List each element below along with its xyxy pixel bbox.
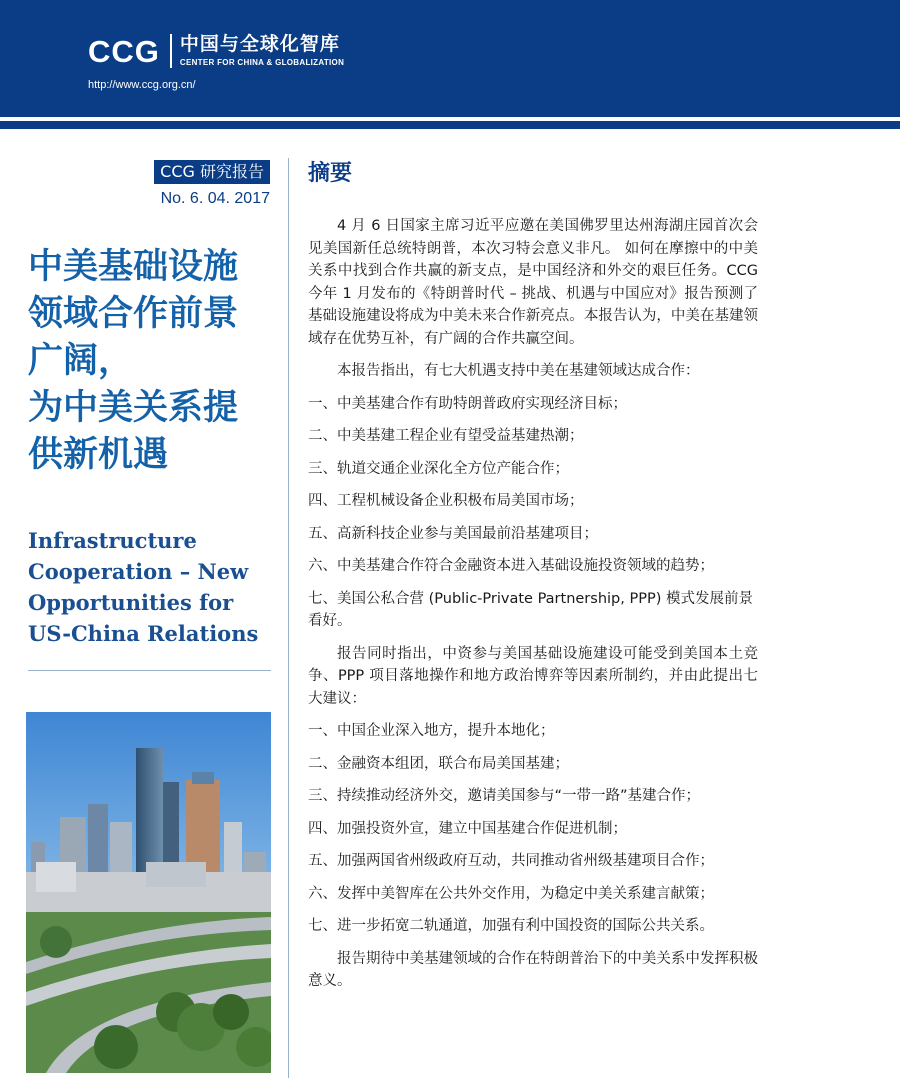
opportunity-item: 四、工程机械设备企业积极布局美国市场； <box>308 493 584 509</box>
suggestion-item: 四、加强投资外宣，建立中国基建合作促进机制； <box>308 820 627 837</box>
chinese-title-line: 中美基础设施 <box>28 247 239 287</box>
chinese-title-line: 领域合作前景 <box>28 294 239 334</box>
opportunity-item: 二、中美基建工程企业有望受益基建热潮； <box>308 428 584 444</box>
column-divider <box>288 158 289 1078</box>
opportunity-item: 一、中美基建合作有助特朗普政府实现经济目标； <box>308 395 627 412</box>
opportunity-item: 七、美国公私合营 (Public-Private Partnership, PPP) 模式发展前景看好。 <box>308 590 753 629</box>
english-title-line: US-China Relations <box>28 621 259 646</box>
opportunities-intro: 本报告指出，有七大机遇支持中美在基建领域达成合作： <box>337 363 700 379</box>
suggestion-item: 七、进一步拓宽二轨通道，加强有利中国投资的国际公共关系。 <box>308 918 714 934</box>
suggestion-item: 五、加强两国省州级政府互动，共同推动省州级基建项目合作； <box>308 853 714 869</box>
suggestion-item: 一、中国企业深入地方，提升本地化； <box>308 723 555 739</box>
logo-mark: CCG <box>88 33 160 69</box>
constraints-paragraph: 报告同时指出，中资参与美国基础设施建设可能受到美国本土竞争、PPP 项目落地操作和地方政治博弈等因素所制约，并由此提出七大建议： <box>308 645 758 707</box>
left-column-rule <box>28 670 271 671</box>
conclusion-paragraph: 报告期待中美基建领域的合作在特朗普治下的中美关系中发挥积极意义。 <box>308 950 758 989</box>
chinese-title-line: 为中美关系提 <box>28 388 239 428</box>
chinese-title-line: 广阔， <box>28 341 134 381</box>
suggestion-item: 六、发挥中美智库在公共外交作用，为稳定中美关系建言献策； <box>308 885 714 902</box>
header-banner <box>0 0 900 117</box>
suggestion-item: 二、金融资本组团，联合布局美国基建； <box>308 755 569 772</box>
chinese-title-line: 供新机遇 <box>28 435 169 475</box>
summary-body <box>308 215 758 993</box>
logo-separator <box>170 34 172 68</box>
report-series-tag: CCG 研究报告 <box>154 160 270 184</box>
header-rule <box>0 121 900 129</box>
english-title-line: Opportunities for <box>28 590 234 615</box>
opportunity-item: 三、轨道交通企业深化全方位产能合作； <box>308 460 569 477</box>
logo-chinese-name: 中国与全球化智库 <box>179 33 340 55</box>
chinese-title <box>28 244 278 479</box>
opportunity-item: 六、中美基建合作符合金融资本进入基础设施投资领域的趋势； <box>308 558 714 574</box>
site-url-link[interactable]: http://www.ccg.org.cn/ <box>88 79 196 91</box>
suggestion-item: 三、持续推动经济外交，邀请美国参与“一带一路”基建合作； <box>308 788 701 804</box>
logo-text <box>180 35 344 67</box>
summary-heading: 摘要 <box>308 161 353 186</box>
english-title <box>28 525 278 649</box>
city-skyline-photo <box>26 712 271 1073</box>
ccg-logo[interactable] <box>88 34 344 68</box>
report-number: No. 6. 04. 2017 <box>160 190 270 207</box>
english-title-line: Infrastructure <box>28 528 197 553</box>
english-title-line: Cooperation – New <box>28 559 249 584</box>
logo-english-name: CENTER FOR CHINA & GLOBALIZATION <box>179 58 345 67</box>
opportunity-item: 五、高新科技企业参与美国最前沿基建项目； <box>308 525 598 542</box>
intro-paragraph: 4 月 6 日国家主席习近平应邀在美国佛罗里达州海湖庄园首次会见美国新任总统特朗普，本次习特会意义非凡。 如何在摩擦中的中美关系中找到合作共赢的新支点，是中国经济和外交的艰巨任务。CCG 今年 1 月发布的《特朗普时代 – 挑战、机遇与中国应对》报告预测了基础设施建设将成为中美未来合作新亮点。本报告认为，中美在基建领域存在优势互补，有广阔的合作共赢空间。 <box>308 218 758 347</box>
